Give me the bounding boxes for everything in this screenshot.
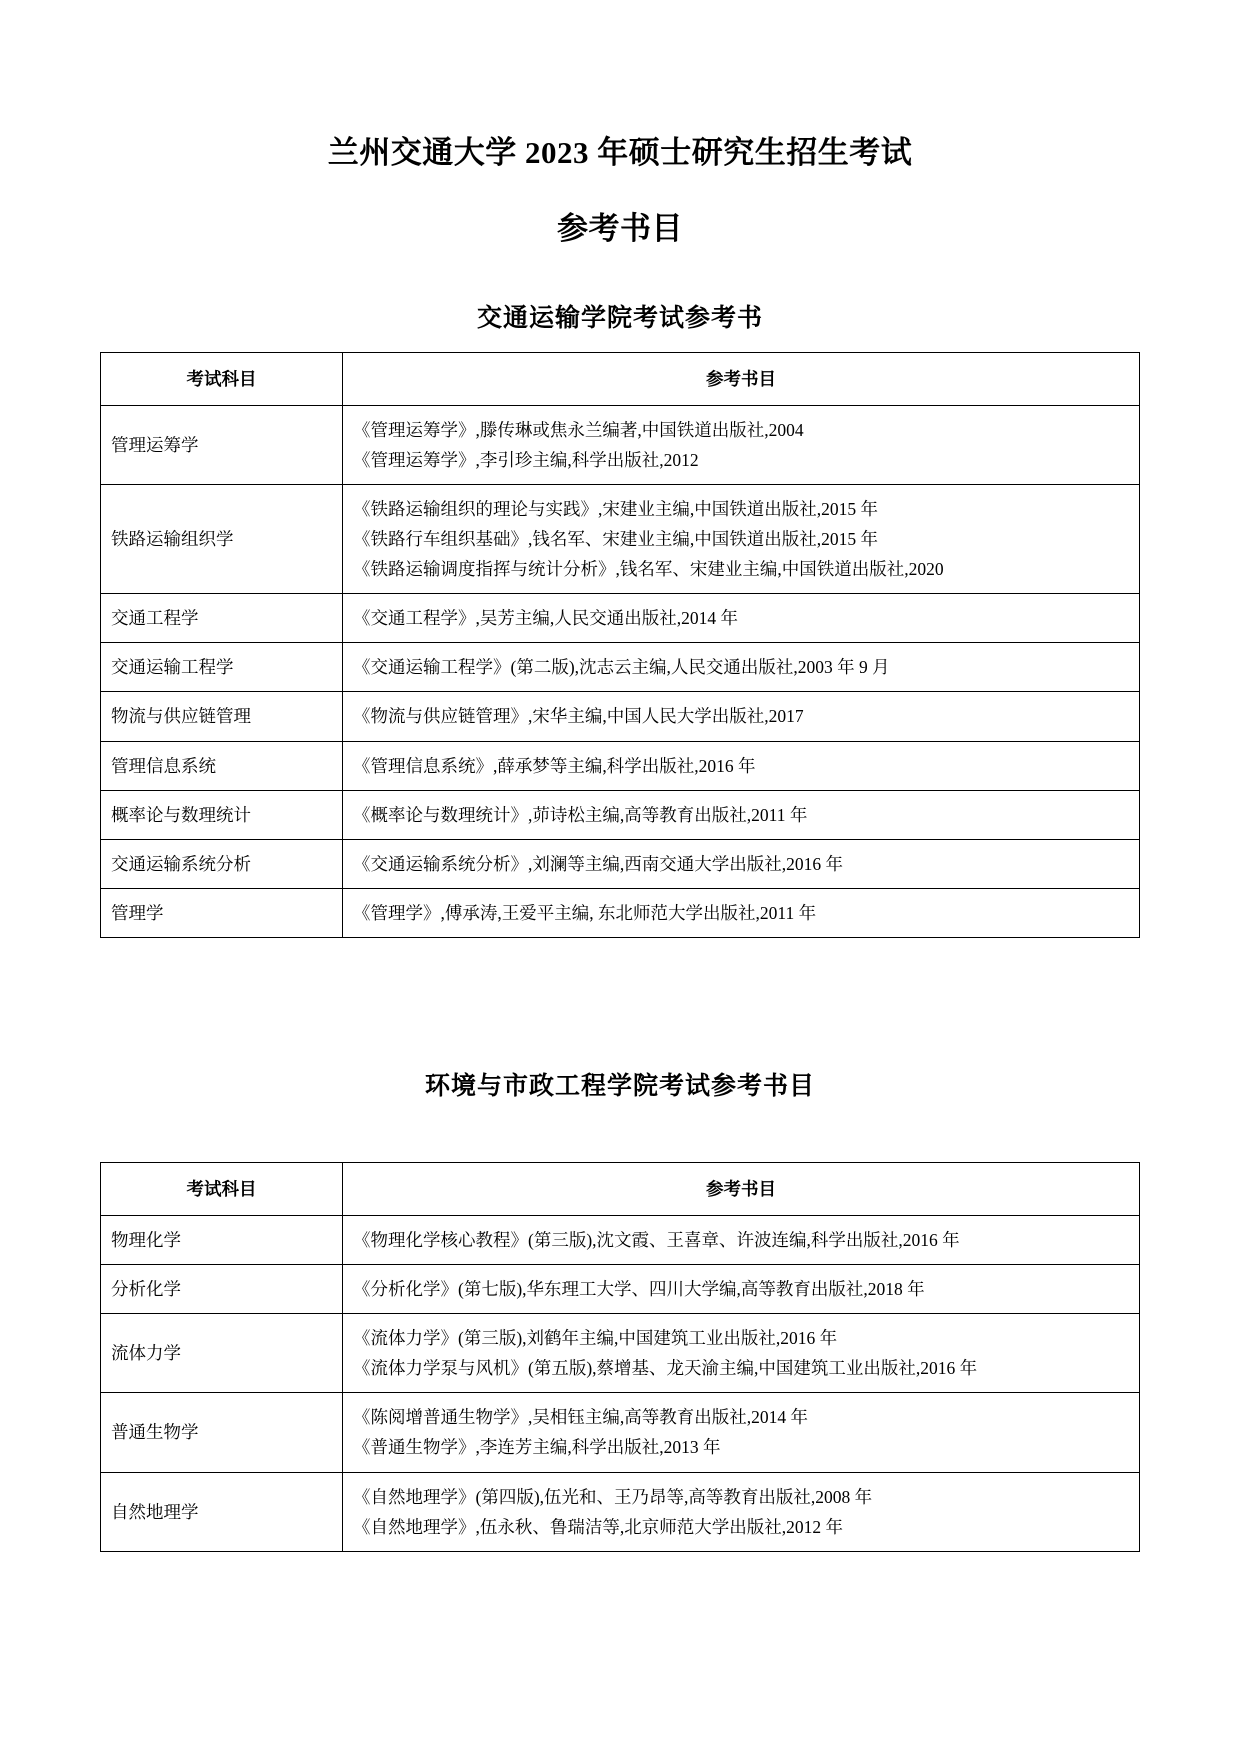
table-row [101,790,1140,839]
table-body-environment [101,1216,1140,1552]
book-entry: 《普通生物学》,李连芳主编,科学出版社,2013 年 [353,1437,721,1458]
column-header-subject: 考试科目 [101,1162,343,1215]
table-row [101,643,1140,692]
cell-books [343,741,1140,790]
book-entry: 《管理运筹学》,李引珍主编,科学出版社,2012 [353,449,699,470]
cell-subject: 交通运输工程学 [101,643,343,692]
cell-subject: 交通工程学 [101,594,343,643]
cell-books [343,1216,1140,1265]
cell-subject: 铁路运输组织学 [101,484,343,593]
table-row [101,1393,1140,1472]
book-entry: 《分析化学》(第七版),华东理工大学、四川大学编,高等教育出版社,2018 年 [353,1279,925,1300]
cell-subject: 概率论与数理统计 [101,790,343,839]
table-row [101,741,1140,790]
section-heading-environment: 环境与市政工程学院考试参考书目 [424,1072,815,1100]
book-entry: 《铁路运输调度指挥与统计分析》,钱名军、宋建业主编,中国铁道出版社,2020 [353,559,944,580]
book-entry: 《交通运输工程学》(第二版),沈志云主编,人民交通出版社,2003 年 9 月 [353,657,890,678]
cell-subject: 物流与供应链管理 [101,692,343,741]
table-body-transport [101,405,1140,937]
cell-books [343,692,1140,741]
cell-books [343,1472,1140,1551]
cell-subject: 分析化学 [101,1265,343,1314]
heading-table-spacer [100,1102,1140,1162]
table-row [101,1472,1140,1551]
cell-books [343,405,1140,484]
book-entry: 《交通工程学》,吴芳主编,人民交通出版社,2014 年 [353,608,738,629]
book-entry: 《管理学》,傅承涛,王爱平主编, 东北师范大学出版社,2011 年 [353,902,817,923]
cell-books [343,1265,1140,1314]
book-entry: 《流体力学泵与风机》(第五版),蔡增基、龙天渝主编,中国建筑工业出版社,2016 年 [353,1358,978,1379]
table-header-row [101,1162,1140,1215]
book-entry: 《管理运筹学》,滕传琳或焦永兰编著,中国铁道出版社,2004 [353,419,804,440]
column-header-books: 参考书目 [343,1162,1140,1215]
book-entry: 《概率论与数理统计》,茆诗松主编,高等教育出版社,2011 年 [353,804,808,825]
cell-books [343,1393,1140,1472]
cell-subject: 交通运输系统分析 [101,839,343,888]
table-row [101,888,1140,937]
reference-table-transport [100,352,1140,938]
book-entry: 《管理信息系统》,薛承梦等主编,科学出版社,2016 年 [353,755,756,776]
book-entry: 《自然地理学》,伍永秋、鲁瑞洁等,北京师范大学出版社,2012 年 [353,1516,843,1537]
cell-books [343,888,1140,937]
table-row [101,839,1140,888]
book-entry: 《自然地理学》(第四版),伍光和、王乃昂等,高等教育出版社,2008 年 [353,1486,873,1507]
cell-subject: 自然地理学 [101,1472,343,1551]
table-row [101,1216,1140,1265]
reference-table-environment [100,1162,1140,1552]
cell-books [343,643,1140,692]
book-entry: 《陈阅增普通生物学》,吴相钰主编,高等教育出版社,2014 年 [353,1407,808,1428]
column-header-books: 参考书目 [343,352,1140,405]
cell-books [343,839,1140,888]
cell-subject: 管理运筹学 [101,405,343,484]
cell-subject: 流体力学 [101,1314,343,1393]
cell-books [343,1314,1140,1393]
table-row [101,692,1140,741]
table-row [101,1314,1140,1393]
book-entry: 《铁路行车组织基础》,钱名军、宋建业主编,中国铁道出版社,2015 年 [353,529,878,550]
document-title-line-1: 兰州交通大学 2023 年硕士研究生招生考试 [327,135,913,170]
table-row [101,405,1140,484]
cell-books [343,484,1140,593]
cell-subject: 管理信息系统 [101,741,343,790]
table-header-row [101,352,1140,405]
cell-books [343,790,1140,839]
cell-subject: 物理化学 [101,1216,343,1265]
table-row [101,594,1140,643]
section-spacer [100,938,1140,1004]
column-header-subject: 考试科目 [101,352,343,405]
table-row [101,1265,1140,1314]
table-row [101,484,1140,593]
section-heading-transport: 交通运输学院考试参考书 [476,304,763,332]
book-entry: 《交通运输系统分析》,刘澜等主编,西南交通大学出版社,2016 年 [353,853,843,874]
cell-books [343,594,1140,643]
book-entry: 《铁路运输组织的理论与实践》,宋建业主编,中国铁道出版社,2015 年 [353,498,878,519]
book-entry: 《物理化学核心教程》(第三版),沈文霞、王喜章、许波连编,科学出版社,2016 年 [353,1230,960,1250]
document-title-line-2: 参考书目 [557,210,683,246]
book-entry: 《流体力学》(第三版),刘鹤年主编,中国建筑工业出版社,2016 年 [353,1328,838,1349]
book-entry: 《物流与供应链管理》,宋华主编,中国人民大学出版社,2017 [353,706,804,727]
cell-subject: 普通生物学 [101,1393,343,1472]
cell-subject: 管理学 [101,888,343,937]
